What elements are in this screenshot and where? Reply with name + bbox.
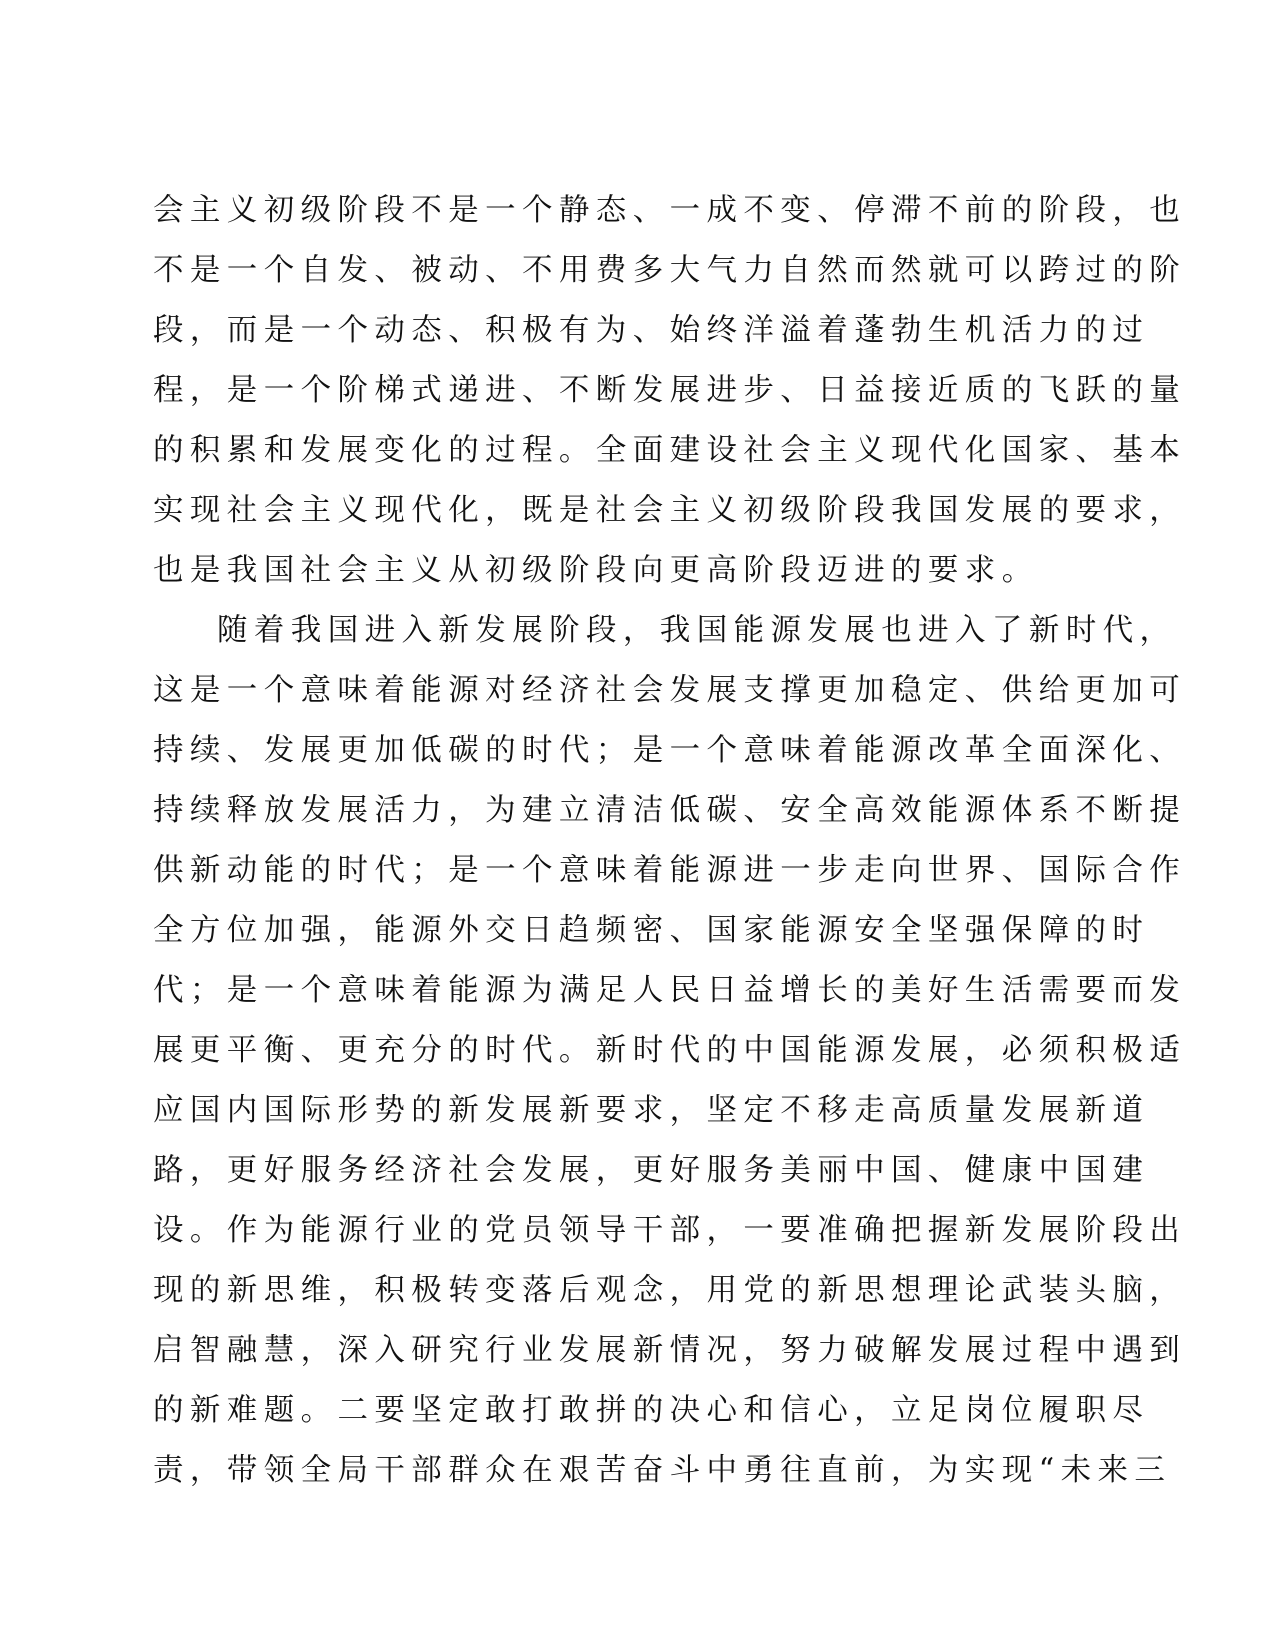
text-line: 的积累和发展变化的过程。全面建设社会主义现代化国家、基本 — [153, 433, 1187, 468]
text-line: 程，是一个阶梯式递进、不断发展进步、日益接近质的飞跃的量 — [153, 373, 1187, 408]
text-line: 展更平衡、更充分的时代。新时代的中国能源发展，必须积极适 — [153, 1033, 1187, 1068]
text-line: 启智融慧，深入研究行业发展新情况，努力破解发展过程中遇到 — [153, 1333, 1187, 1368]
text-line: 路，更好服务经济社会发展，更好服务美丽中国、健康中国建 — [153, 1153, 1150, 1188]
text-line: 实现社会主义现代化，既是社会主义初级阶段我国发展的要求， — [153, 493, 1187, 528]
paragraph-1 — [153, 181, 1187, 601]
text-line: 持续释放发展活力，为建立清洁低碳、安全高效能源体系不断提 — [153, 793, 1187, 828]
text-line: 代；是一个意味着能源为满足人民日益增长的美好生活需要而发 — [153, 973, 1187, 1008]
text-line: 设。作为能源行业的党员领导干部，一要准确把握新发展阶段出 — [153, 1213, 1187, 1248]
body-text — [153, 181, 1187, 1501]
text-line: 的新难题。二要坚定敢打敢拼的决心和信心，立足岗位履职尽 — [153, 1393, 1150, 1428]
text-line: 段，而是一个动态、积极有为、始终洋溢着蓬勃生机活力的过 — [153, 313, 1150, 348]
text-line: 也是我国社会主义从初级阶段向更高阶段迈进的要求。 — [153, 553, 1039, 588]
text-line: 随着我国进入新发展阶段，我国能源发展也进入了新时代， — [217, 613, 1177, 648]
paragraph-2 — [153, 601, 1187, 1501]
text-line: 这是一个意味着能源对经济社会发展支撑更加稳定、供给更加可 — [153, 673, 1187, 708]
text-line: 持续、发展更加低碳的时代；是一个意味着能源改革全面深化、 — [153, 733, 1187, 768]
text-line: 全方位加强，能源外交日趋频密、国家能源安全坚强保障的时 — [153, 913, 1150, 948]
text-line: 应国内国际形势的新发展新要求，坚定不移走高质量发展新道 — [153, 1093, 1150, 1128]
text-line: 责，带领全局干部群众在艰苦奋斗中勇往直前，为实现“未来三 — [153, 1453, 1172, 1488]
text-line: 现的新思维，积极转变落后观念，用党的新思想理论武装头脑， — [153, 1273, 1187, 1308]
text-line: 会主义初级阶段不是一个静态、一成不变、停滞不前的阶段，也 — [153, 193, 1187, 228]
text-line: 供新动能的时代；是一个意味着能源进一步走向世界、国际合作 — [153, 853, 1187, 888]
text-line: 不是一个自发、被动、不用费多大气力自然而然就可以跨过的阶 — [153, 253, 1187, 288]
